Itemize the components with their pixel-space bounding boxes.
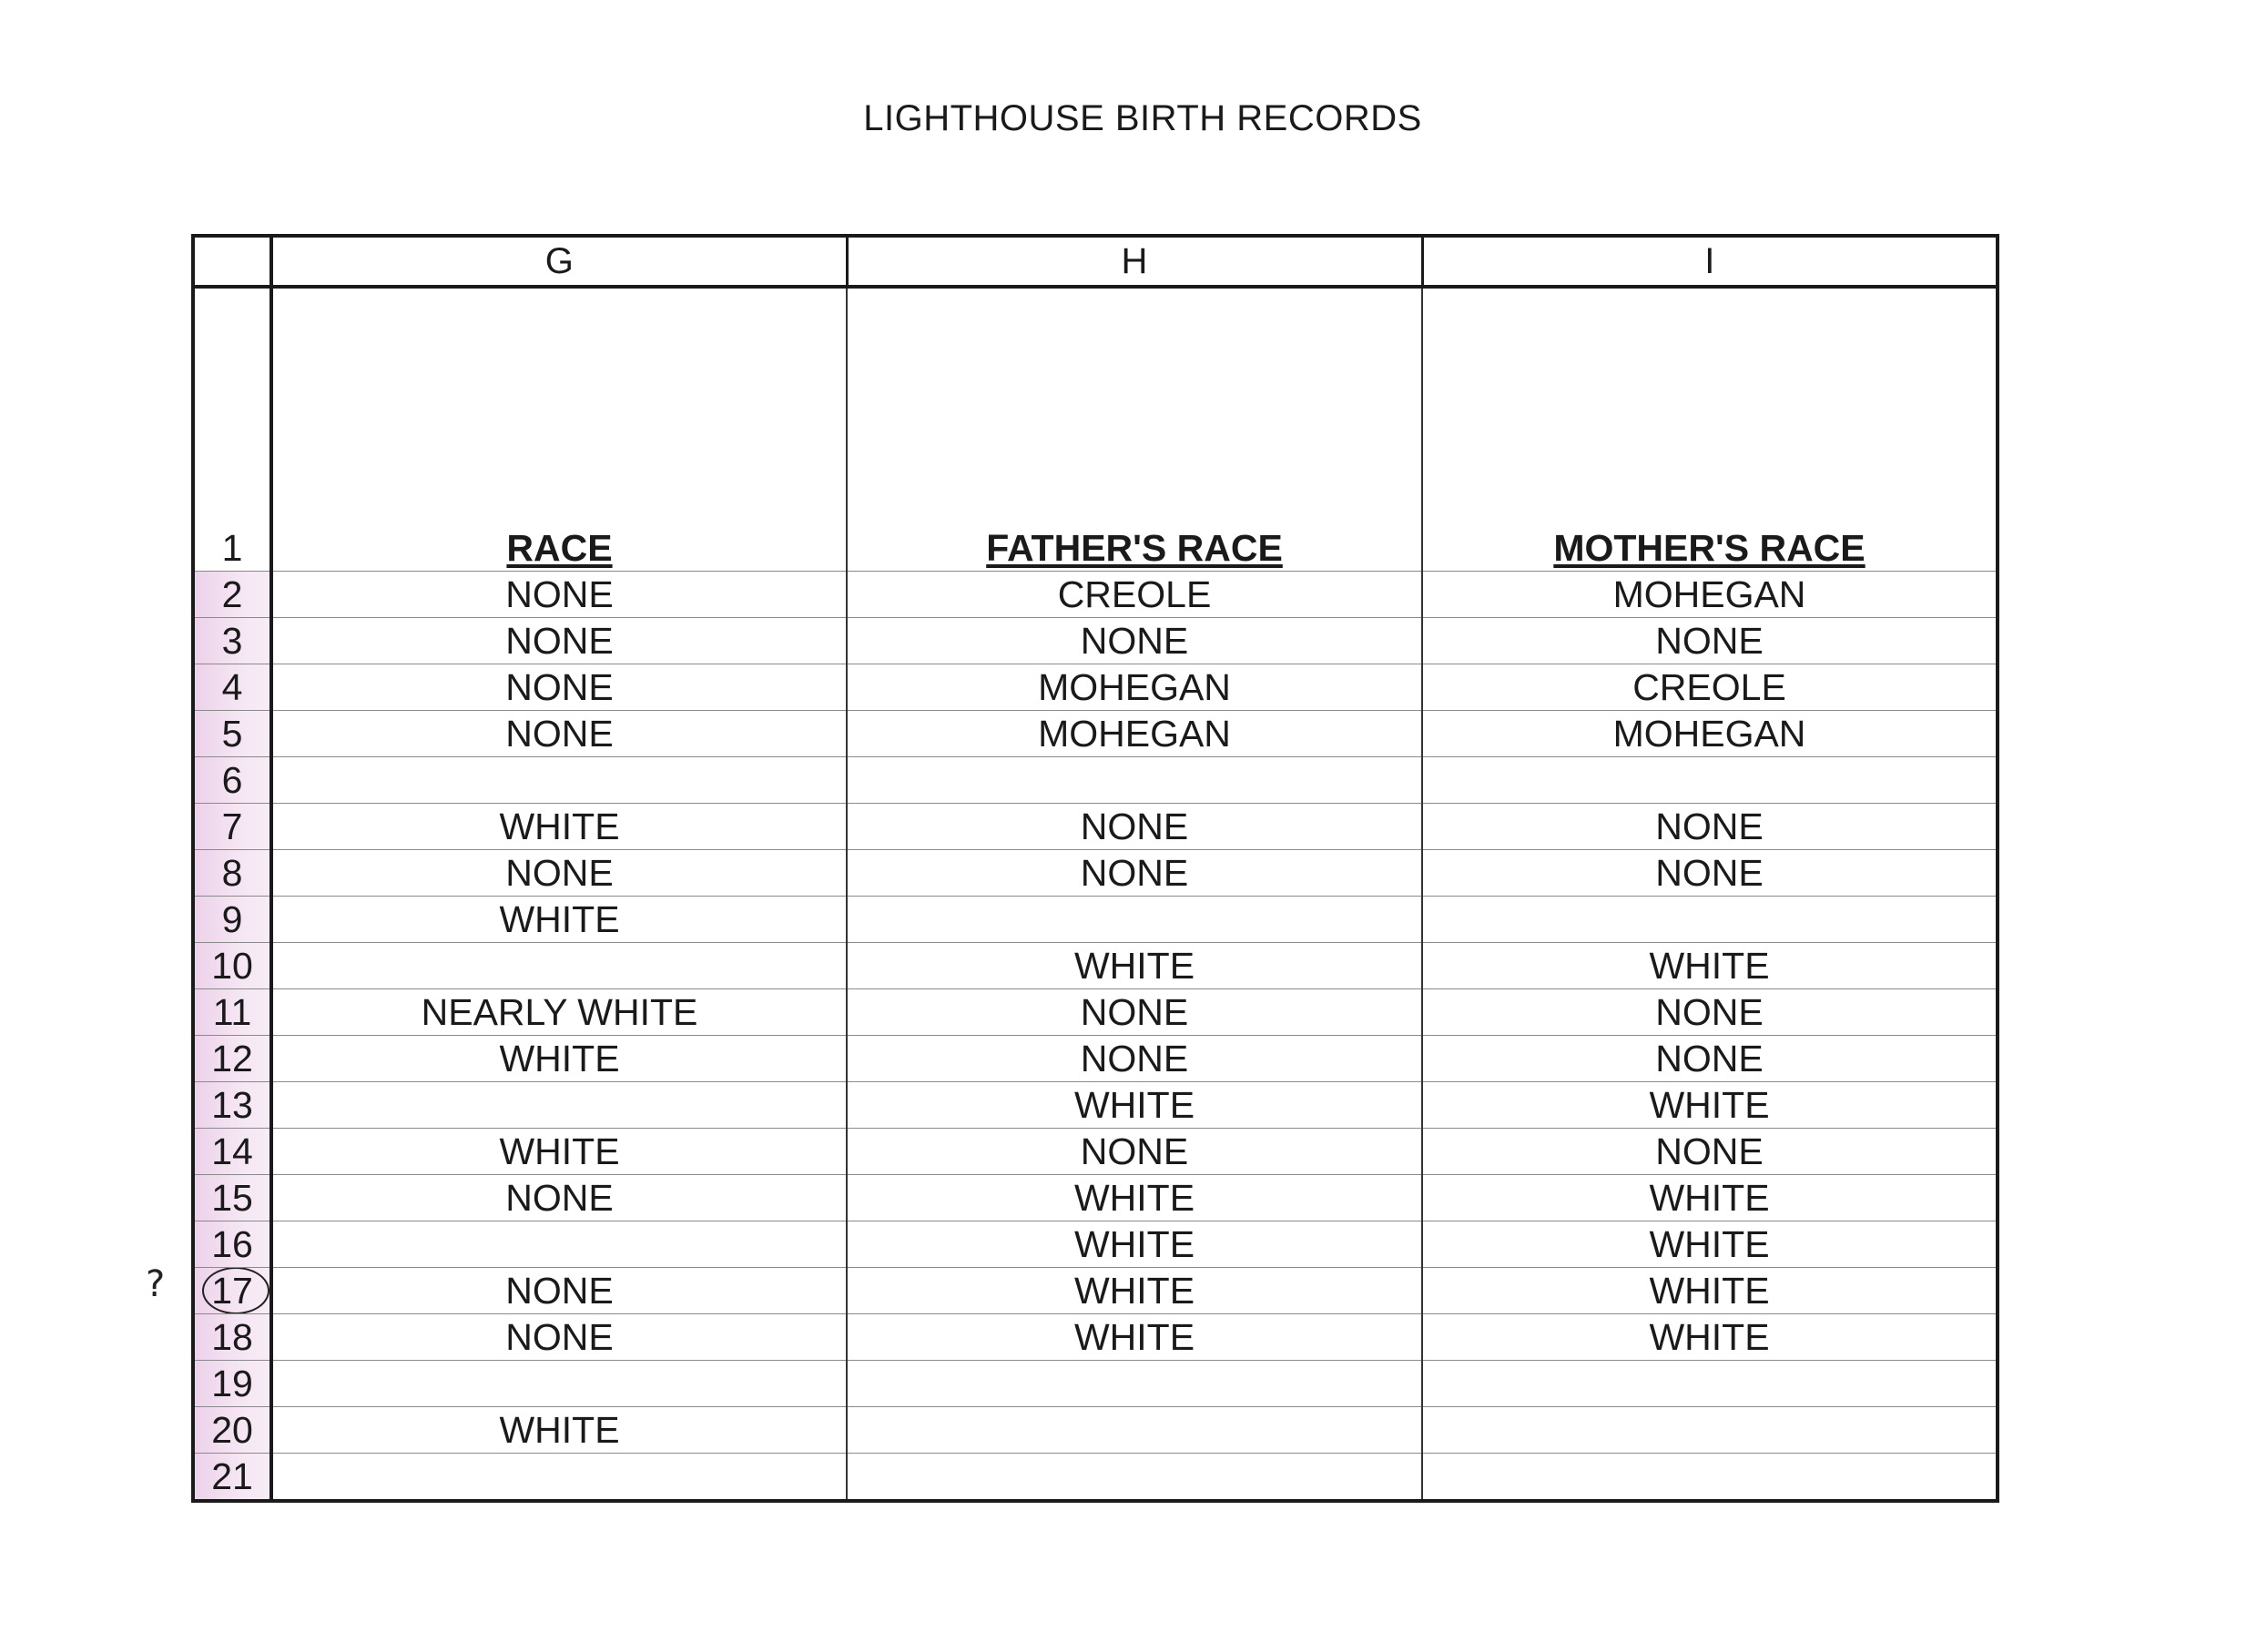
- fathers-race-cell[interactable]: NONE: [847, 850, 1422, 897]
- row-number-text: 9: [221, 897, 243, 940]
- row-number-text: 2: [221, 573, 243, 615]
- table-row: [193, 664, 1998, 711]
- race-cell[interactable]: WHITE: [271, 1129, 847, 1175]
- table-row: [193, 850, 1998, 897]
- race-cell[interactable]: WHITE: [271, 804, 847, 850]
- row-number-label: [211, 1362, 253, 1404]
- row-number-text: 6: [221, 758, 243, 801]
- row-number[interactable]: [193, 1407, 271, 1454]
- row-number-text: 21: [211, 1454, 253, 1497]
- mothers-race-cell[interactable]: WHITE: [1422, 1268, 1998, 1314]
- row-number-text: 19: [211, 1362, 253, 1404]
- row-number-text: 18: [211, 1315, 253, 1358]
- fathers-race-cell[interactable]: WHITE: [847, 1268, 1422, 1314]
- mothers-race-header-label: MOTHER'S RACE: [1553, 527, 1866, 569]
- row-number-label: [211, 944, 253, 987]
- column-letter-row: [193, 236, 1998, 287]
- race-cell[interactable]: [271, 1221, 847, 1268]
- mothers-race-cell[interactable]: [1422, 1454, 1998, 1502]
- row-number[interactable]: [193, 618, 271, 664]
- mothers-race-cell[interactable]: [1422, 1361, 1998, 1407]
- column-header-h[interactable]: H: [847, 236, 1422, 287]
- race-cell[interactable]: WHITE: [271, 1036, 847, 1082]
- mothers-race-cell[interactable]: [1422, 757, 1998, 804]
- fathers-race-cell[interactable]: NONE: [847, 618, 1422, 664]
- race-cell[interactable]: WHITE: [271, 897, 847, 943]
- fathers-race-cell[interactable]: [847, 1361, 1422, 1407]
- row-number-text: 8: [221, 851, 243, 894]
- mothers-race-cell[interactable]: WHITE: [1422, 943, 1998, 989]
- mothers-race-cell[interactable]: NONE: [1422, 804, 1998, 850]
- row-number-text: 7: [221, 805, 243, 847]
- mothers-race-cell[interactable]: WHITE: [1422, 1221, 1998, 1268]
- row-number[interactable]: [193, 572, 271, 618]
- mothers-race-cell[interactable]: MOHEGAN: [1422, 572, 1998, 618]
- table-row: [193, 757, 1998, 804]
- row-number-label: [211, 1130, 253, 1172]
- handwritten-question-mark: ?: [146, 1263, 166, 1305]
- page-title: LIGHTHOUSE BIRTH RECORDS: [863, 98, 1422, 138]
- mothers-race-cell[interactable]: WHITE: [1422, 1314, 1998, 1361]
- row-number-text: 20: [211, 1408, 253, 1451]
- table-row: [193, 989, 1998, 1036]
- row-number-label: [221, 758, 243, 801]
- table-row: [193, 943, 1998, 989]
- row-number-label: [221, 619, 243, 662]
- race-cell[interactable]: [271, 757, 847, 804]
- row-number-label: [211, 1315, 253, 1358]
- row-number-label: [211, 1269, 253, 1312]
- table-row: [193, 897, 1998, 943]
- corner-cell[interactable]: [193, 236, 271, 287]
- fathers-race-cell[interactable]: WHITE: [847, 1175, 1422, 1221]
- mothers-race-header[interactable]: [1422, 287, 1998, 572]
- row-number-text: 15: [211, 1176, 253, 1219]
- fathers-race-cell[interactable]: [847, 757, 1422, 804]
- race-cell[interactable]: NEARLY WHITE: [271, 989, 847, 1036]
- table-row: [193, 711, 1998, 757]
- row-number[interactable]: [193, 897, 271, 943]
- race-cell[interactable]: [271, 1361, 847, 1407]
- row-number-label: [221, 897, 243, 940]
- row-number-text: 14: [211, 1130, 253, 1172]
- race-cell[interactable]: NONE: [271, 1314, 847, 1361]
- row-number-text: 11: [212, 990, 252, 1033]
- table-row: [193, 572, 1998, 618]
- row-number-text: 12: [211, 1037, 253, 1079]
- table-row: [193, 1221, 1998, 1268]
- row-number[interactable]: [193, 1314, 271, 1361]
- fathers-race-cell[interactable]: WHITE: [847, 1314, 1422, 1361]
- row-number[interactable]: [193, 989, 271, 1036]
- table-row: [193, 1454, 1998, 1502]
- table-row: [193, 1407, 1998, 1454]
- column-header-g[interactable]: G: [271, 236, 847, 287]
- row-number-label: [221, 573, 243, 615]
- row-number-label: [211, 1037, 253, 1079]
- table-row: [193, 1082, 1998, 1129]
- fathers-race-cell[interactable]: WHITE: [847, 1221, 1422, 1268]
- table-row: [193, 1314, 1998, 1361]
- fathers-race-cell[interactable]: NONE: [847, 1129, 1422, 1175]
- mothers-race-cell[interactable]: NONE: [1422, 989, 1998, 1036]
- row-number-text: 4: [221, 665, 243, 708]
- row-number-label: [221, 665, 243, 708]
- row-number-text: 5: [221, 712, 243, 755]
- table-row: [193, 1036, 1998, 1082]
- mothers-race-cell[interactable]: WHITE: [1422, 1082, 1998, 1129]
- table-row: [193, 804, 1998, 850]
- row-number-label: [221, 712, 243, 755]
- table-row: [193, 1175, 1998, 1221]
- race-header-label: RACE: [506, 527, 613, 569]
- mothers-race-cell[interactable]: WHITE: [1422, 1175, 1998, 1221]
- row-number-text: 17: [211, 1269, 253, 1312]
- fathers-race-cell[interactable]: [847, 1407, 1422, 1454]
- race-cell[interactable]: NONE: [271, 572, 847, 618]
- row-number-label: [211, 1176, 253, 1219]
- race-cell[interactable]: NONE: [271, 664, 847, 711]
- fathers-race-cell[interactable]: CREOLE: [847, 572, 1422, 618]
- fathers-race-header-label: FATHER'S RACE: [986, 527, 1283, 569]
- fathers-race-cell[interactable]: NONE: [847, 1036, 1422, 1082]
- row-number[interactable]: [193, 1361, 271, 1407]
- column-header-i[interactable]: I: [1422, 236, 1998, 287]
- fathers-race-cell[interactable]: NONE: [847, 989, 1422, 1036]
- row-number[interactable]: [193, 1129, 271, 1175]
- table-row: [193, 618, 1998, 664]
- fathers-race-header[interactable]: [847, 287, 1422, 572]
- race-cell[interactable]: WHITE: [271, 1407, 847, 1454]
- row-number-label: [221, 851, 243, 894]
- row-number-text: 13: [211, 1083, 253, 1126]
- fathers-race-cell[interactable]: NONE: [847, 804, 1422, 850]
- row-number[interactable]: [193, 1221, 271, 1268]
- mothers-race-cell[interactable]: NONE: [1422, 618, 1998, 664]
- race-cell[interactable]: [271, 1082, 847, 1129]
- row-number-text: 3: [221, 619, 243, 662]
- table-row: [193, 1129, 1998, 1175]
- mothers-race-cell[interactable]: NONE: [1422, 850, 1998, 897]
- row-number[interactable]: [193, 850, 271, 897]
- row-number[interactable]: [193, 757, 271, 804]
- mothers-race-cell[interactable]: [1422, 1407, 1998, 1454]
- row-number[interactable]: [193, 711, 271, 757]
- mothers-race-cell[interactable]: NONE: [1422, 1036, 1998, 1082]
- row-number[interactable]: 1: [193, 287, 271, 572]
- row-number[interactable]: [193, 943, 271, 989]
- mothers-race-cell[interactable]: NONE: [1422, 1129, 1998, 1175]
- row-number[interactable]: [193, 1268, 271, 1314]
- race-cell[interactable]: NONE: [271, 1175, 847, 1221]
- mothers-race-cell[interactable]: CREOLE: [1422, 664, 1998, 711]
- fathers-race-cell[interactable]: [847, 897, 1422, 943]
- fathers-race-cell[interactable]: [847, 1454, 1422, 1502]
- row-number[interactable]: [193, 804, 271, 850]
- row-number-text: 16: [211, 1222, 253, 1265]
- row-number[interactable]: [193, 1175, 271, 1221]
- race-cell[interactable]: NONE: [271, 711, 847, 757]
- row-number[interactable]: [193, 1036, 271, 1082]
- mothers-race-cell[interactable]: MOHEGAN: [1422, 711, 1998, 757]
- row-number-label: [211, 1222, 253, 1265]
- table-row: [193, 1268, 1998, 1314]
- row-number[interactable]: [193, 1082, 271, 1129]
- fathers-race-cell[interactable]: WHITE: [847, 1082, 1422, 1129]
- handwritten-circle-mark: [202, 1268, 269, 1314]
- fathers-race-cell[interactable]: MOHEGAN: [847, 664, 1422, 711]
- row-number[interactable]: [193, 1454, 271, 1502]
- race-cell[interactable]: [271, 1454, 847, 1502]
- race-header[interactable]: [271, 287, 847, 572]
- row-number-label: [211, 1083, 253, 1126]
- row-number-text: 10: [211, 944, 253, 987]
- header-row: [193, 287, 1998, 572]
- race-cell[interactable]: [271, 943, 847, 989]
- row-number-label: [221, 805, 243, 847]
- row-number-label: [211, 1454, 253, 1497]
- race-cell[interactable]: NONE: [271, 1268, 847, 1314]
- row-number[interactable]: [193, 664, 271, 711]
- table-row: [193, 1361, 1998, 1407]
- fathers-race-cell[interactable]: MOHEGAN: [847, 711, 1422, 757]
- race-cell[interactable]: NONE: [271, 850, 847, 897]
- mothers-race-cell[interactable]: [1422, 897, 1998, 943]
- row-number-label: [211, 1408, 253, 1451]
- race-cell[interactable]: NONE: [271, 618, 847, 664]
- row-number-label: [212, 990, 252, 1033]
- birth-records-sheet: [191, 234, 1999, 1503]
- fathers-race-cell[interactable]: WHITE: [847, 943, 1422, 989]
